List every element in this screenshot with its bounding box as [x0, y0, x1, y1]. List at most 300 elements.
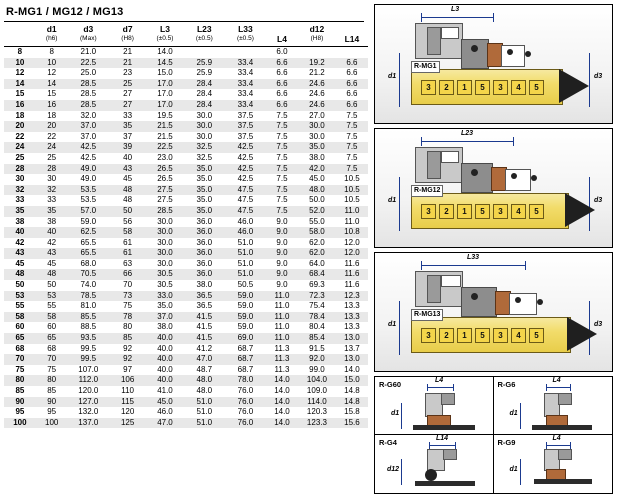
table-cell: 47.5	[237, 195, 254, 205]
housing-slot	[427, 275, 441, 303]
dim-label-d3: d3	[594, 73, 603, 80]
table-cell: 10	[47, 57, 57, 67]
table-cell: 7.5	[276, 184, 288, 194]
table-cell: 104.0	[306, 375, 327, 385]
table-cell: 78.0	[237, 375, 254, 385]
table-cell: 7.5	[276, 131, 288, 141]
table-col-d7	[109, 23, 146, 47]
dim-tick	[570, 384, 571, 391]
table-cell: 68.7	[237, 343, 254, 353]
dim-tick	[421, 137, 422, 146]
table-cell: 30.0	[196, 110, 213, 120]
table-cell-size: 50	[15, 280, 25, 290]
table-cell: 7.5	[276, 152, 288, 162]
table-cell: 25.0	[80, 68, 97, 78]
table-row	[4, 174, 368, 185]
table-cell	[225, 47, 266, 58]
table-cell: 30.0	[196, 121, 213, 131]
table-cell: 28	[47, 163, 57, 173]
table-cell: 59.0	[237, 301, 254, 311]
table-cell: 14.5	[157, 57, 173, 67]
dim-line-top	[546, 387, 570, 388]
dim-line-top	[421, 17, 493, 18]
table-cell-size: 58	[15, 311, 25, 321]
table-row	[4, 47, 368, 58]
col-head-main: L4	[277, 34, 287, 45]
col-head-sub: (h6)	[45, 35, 58, 43]
table-cell: 45	[47, 258, 57, 268]
table-cell: 32.5	[196, 142, 213, 152]
table-cell: 24.6	[309, 99, 325, 109]
table-cell: 11.0	[274, 290, 290, 300]
table-cell: 7.5	[276, 174, 288, 184]
table-cell-size: 75	[15, 364, 25, 374]
col-head-sub: (H8)	[310, 35, 324, 43]
table-cell: 36.0	[196, 227, 213, 237]
table-cell: 27	[123, 89, 133, 99]
dim-line-left	[520, 459, 521, 485]
dim-line-left	[401, 459, 402, 485]
table-cell: 33.4	[237, 78, 254, 88]
table-cell: 23	[123, 68, 133, 78]
table-row	[4, 333, 368, 344]
table-cell: 35.0	[196, 184, 213, 194]
table-cell: 91.5	[309, 343, 325, 353]
table-cell: 36.0	[196, 216, 213, 226]
dim-tick	[570, 442, 571, 449]
table-cell: 42.5	[237, 142, 254, 152]
table-cell: 36.0	[196, 237, 213, 247]
table-cell: 28.5	[80, 89, 97, 99]
table-cell: 48.0	[196, 375, 213, 385]
table-cell: 13.0	[344, 354, 360, 364]
table-cell: 63	[123, 258, 133, 268]
table-cell: 37.5	[237, 131, 254, 141]
table-cell: 9.0	[276, 258, 288, 268]
table-cell: 49.0	[80, 163, 97, 173]
table-cell: 120	[120, 407, 135, 417]
table-cell: 93.5	[80, 333, 97, 343]
dim-label-l3: L3	[451, 6, 460, 13]
table-cell: 43	[47, 248, 57, 258]
o-ring	[525, 51, 531, 57]
table-cell: 21	[123, 47, 133, 56]
table-cell: 137.0	[78, 417, 99, 427]
table-cell: 46.0	[237, 216, 254, 226]
table-cell-size: 25	[15, 152, 25, 162]
table-cell: 42	[47, 237, 57, 247]
seal-face	[501, 45, 525, 67]
table-col-l4	[266, 23, 298, 47]
dim-label-d3: d3	[594, 321, 603, 328]
table-cell: 41.5	[196, 322, 213, 332]
table-cell	[336, 47, 368, 58]
table-cell: 55.0	[309, 216, 325, 226]
table-cell: 26.5	[157, 174, 173, 184]
table-cell: 59.0	[237, 311, 254, 321]
table-cell: 36.0	[196, 248, 213, 258]
table-cell	[298, 47, 336, 58]
dim-tick	[429, 442, 430, 449]
col-head-main: d1	[46, 23, 57, 34]
housing-step	[558, 449, 572, 460]
table-cell: 36.0	[196, 258, 213, 268]
table-cell: 26.5	[157, 163, 173, 173]
table-cell: 14.0	[274, 396, 290, 406]
callout-number: 5	[529, 80, 544, 95]
table-cell: 48.7	[196, 364, 213, 374]
table-cell: 22.5	[157, 142, 173, 152]
table-col-d12	[298, 23, 336, 47]
table-cell-size: 53	[15, 290, 25, 300]
table-cell: 7.5	[276, 205, 288, 215]
table-row	[4, 344, 368, 355]
table-cell-size: 60	[15, 322, 25, 332]
table-cell: 61	[123, 237, 133, 247]
table-cell-size: 30	[15, 174, 25, 184]
small-diagrams-grid	[374, 376, 613, 494]
table-row	[4, 195, 368, 206]
dimension-table	[4, 23, 368, 428]
table-cell: 13.0	[344, 333, 360, 343]
shaft-line	[534, 479, 592, 484]
col-head-sub: (±0.5)	[156, 35, 174, 43]
table-cell: 9.0	[276, 280, 288, 290]
table-cell: 65.5	[80, 248, 97, 258]
table-cell: 7.5	[346, 163, 358, 173]
table-cell: 35.0	[309, 142, 325, 152]
table-cell: 59.0	[237, 290, 254, 300]
table-cell: 68.7	[237, 364, 254, 374]
table-cell: 30.0	[157, 237, 173, 247]
table-cell-size: 28	[15, 163, 25, 173]
table-cell-size: 45	[15, 258, 25, 268]
table-cell: 33.4	[237, 89, 254, 99]
table-cell: 6.6	[276, 78, 288, 88]
table-cell: 30.0	[309, 121, 325, 131]
table-row	[4, 142, 368, 153]
table-cell: 127.0	[78, 396, 99, 406]
table-cell: 14.0	[274, 375, 290, 385]
table-cell: 30.0	[196, 131, 213, 141]
o-ring	[507, 49, 513, 55]
table-cell: 24.6	[309, 89, 325, 99]
table-cell: 13.3	[344, 322, 360, 332]
table-row	[4, 153, 368, 164]
small-diagram-label: R-G4	[379, 438, 397, 447]
table-cell: 32	[47, 184, 57, 194]
table-cell: 11.0	[344, 205, 360, 215]
table-row	[4, 248, 368, 259]
table-cell: 51.0	[237, 258, 254, 268]
diagram-r-mg13	[374, 252, 613, 372]
table-cell-size: 55	[15, 301, 25, 311]
dim-line-left	[520, 403, 521, 429]
dim-label-d1: d1	[391, 410, 400, 417]
table-cell: 125	[120, 417, 135, 427]
dim-label-d1: d1	[388, 321, 397, 328]
table-row	[4, 375, 368, 386]
table-cell: 30.0	[157, 258, 173, 268]
table-cell: 50.0	[309, 195, 325, 205]
table-cell: 48.0	[309, 184, 325, 194]
table-cell: 27.5	[157, 195, 173, 205]
table-cell-size: 42	[15, 237, 25, 247]
table-row	[4, 111, 368, 122]
table-cell-size: 24	[15, 142, 25, 152]
table-row	[4, 407, 368, 418]
table-cell: 85	[47, 386, 57, 395]
table-col-d1	[36, 23, 68, 47]
table-cell: 115	[121, 396, 134, 406]
table-cell: 64.0	[309, 258, 325, 268]
shaft-line	[413, 425, 475, 430]
callout-number: 4	[511, 204, 526, 219]
table-cell: 70	[47, 354, 57, 364]
table-cell: 80.4	[309, 322, 325, 332]
table-cell: 35.0	[196, 174, 213, 184]
table-cell: 62.0	[309, 237, 325, 247]
table-cell: 56	[123, 216, 133, 226]
table-cell: 99.5	[80, 343, 97, 353]
dim-tick	[453, 384, 454, 391]
table-cell-size: 80	[15, 375, 25, 385]
table-cell	[184, 47, 225, 58]
table-cell: 76.0	[237, 386, 254, 395]
table-cell: 37.5	[237, 121, 254, 131]
table-cell: 53.5	[80, 195, 97, 205]
table-cell: 47.0	[196, 354, 213, 364]
table-cell: 22.5	[80, 57, 97, 67]
callout-number: 1	[457, 80, 472, 95]
o-ring	[515, 297, 521, 303]
o-ring	[471, 169, 478, 176]
table-cell-size: 15	[15, 89, 25, 99]
shaft-cone	[567, 317, 597, 351]
table-cell-size: 33	[15, 195, 25, 205]
dim-line-top	[421, 141, 513, 142]
table-cell: 11.0	[274, 333, 290, 343]
table-cell: 15.6	[344, 417, 360, 427]
col-head-main: d12	[309, 23, 325, 34]
table-cell: 32.0	[80, 110, 97, 120]
table-cell: 106	[120, 375, 135, 385]
table-cell: 11.0	[344, 216, 360, 226]
table-cell: 14.0	[157, 47, 173, 56]
table-cell: 17.0	[157, 78, 173, 88]
table-cell: 14.8	[344, 396, 360, 406]
table-cell: 37.0	[80, 131, 97, 141]
table-row	[4, 164, 368, 175]
table-cell-size: 22	[15, 131, 25, 141]
table-cell: 9.0	[276, 237, 288, 247]
table-cell: 19.5	[157, 110, 173, 120]
table-cell: 12	[47, 68, 57, 78]
dim-line-left	[399, 301, 400, 355]
table-cell: 41.2	[196, 343, 213, 353]
table-cell: 48	[47, 269, 57, 279]
table-cell: 7.5	[346, 131, 358, 141]
table-cell: 10.5	[344, 184, 360, 194]
table-cell: 72.3	[309, 290, 325, 300]
small-diagram-r-g6	[494, 377, 613, 435]
table-cell: 68.0	[80, 258, 97, 268]
small-diagram-r-g60	[375, 377, 494, 435]
housing-step	[558, 393, 572, 405]
table-cell: 28.4	[196, 89, 213, 99]
table-row	[4, 79, 368, 90]
table-cell-size: 90	[15, 396, 25, 406]
housing-step	[441, 27, 459, 39]
table-cell: 27.5	[157, 184, 173, 194]
table-cell: 99.0	[309, 364, 325, 374]
table-cell: 76.0	[237, 396, 254, 406]
table-cell: 25.9	[196, 57, 213, 67]
dim-line-top	[421, 265, 525, 266]
table-cell: 21.2	[309, 68, 325, 78]
table-cell-size: 32	[15, 184, 25, 194]
table-cell: 132.0	[78, 407, 99, 417]
table-cell: 41.0	[157, 386, 173, 395]
table-row	[4, 185, 368, 196]
callout-number: 3	[421, 204, 436, 219]
diagram-tag: R-MG1	[411, 61, 440, 73]
col-head-sub: (H8)	[121, 35, 134, 43]
shaft-line	[415, 481, 475, 486]
table-cell-size: 18	[15, 110, 25, 120]
table-cell: 21.5	[157, 131, 173, 141]
dim-label-l4: L4	[552, 435, 561, 442]
callout-number: 3	[493, 204, 508, 219]
table-cell: 80	[47, 375, 57, 385]
table-cell: 17.0	[157, 89, 173, 99]
seal-face	[509, 293, 537, 315]
table-cell: 50.5	[237, 280, 254, 290]
table-cell: 41.5	[196, 333, 213, 343]
table-cell: 36.0	[196, 269, 213, 279]
table-cell: 6.0	[276, 47, 288, 56]
small-diagram-label: R-G6	[497, 380, 516, 389]
table-cell: 75	[123, 301, 133, 311]
table-cell: 9.0	[276, 227, 288, 237]
table-row	[4, 89, 368, 100]
table-cell: 30.5	[157, 280, 173, 290]
table-cell: 85.5	[80, 311, 97, 321]
table-cell: 78.5	[80, 290, 97, 300]
table-cell-size: 43	[15, 248, 25, 258]
dim-line-top	[546, 445, 570, 446]
table-cell: 74.0	[80, 280, 97, 290]
table-cell: 28.5	[80, 78, 97, 88]
title-divider	[4, 21, 364, 22]
table-cell-size: 10	[15, 57, 25, 67]
callout-number: 5	[475, 328, 490, 343]
col-head-sub: (Max)	[80, 35, 97, 43]
table-cell: 14.0	[274, 417, 290, 427]
shaft-cone	[565, 193, 595, 227]
table-cell: 42.5	[237, 163, 254, 173]
table-cell: 46.0	[157, 407, 173, 417]
callout-number: 5	[529, 204, 544, 219]
table-body	[4, 47, 368, 429]
table-cell: 76.0	[237, 417, 254, 427]
table-cell: 37	[123, 131, 133, 141]
table-cell: 46.0	[237, 227, 254, 237]
table-row	[4, 238, 368, 249]
table-cell: 14.8	[344, 386, 360, 395]
dim-tick	[421, 13, 422, 22]
table-cell: 65.5	[80, 237, 97, 247]
table-cell: 28.5	[157, 205, 173, 215]
seal-ring	[461, 287, 497, 317]
table-cell: 35.0	[196, 195, 213, 205]
dim-label-d3: d3	[594, 197, 603, 204]
table-cell: 25.9	[196, 68, 213, 78]
col-head-main: L23	[196, 23, 212, 34]
seal-ring	[461, 163, 493, 193]
table-cell: 85.4	[309, 333, 325, 343]
table-cell: 47.0	[157, 417, 173, 427]
table-cell: 30.0	[157, 227, 173, 237]
housing-slot	[427, 151, 441, 179]
table-cell: 15.8	[344, 407, 360, 417]
table-cell-size: 85	[15, 386, 25, 395]
dim-line-left	[399, 177, 400, 231]
table-col-l33	[225, 23, 266, 47]
dim-line-top	[429, 445, 455, 446]
table-cell: 6.6	[346, 78, 358, 88]
diagram-tag: R-MG12	[411, 185, 443, 197]
table-cell: 7.5	[346, 121, 358, 131]
table-row	[4, 322, 368, 333]
table-cell: 11.6	[344, 269, 360, 279]
table-cell: 47.5	[237, 205, 254, 215]
table-cell: 12.0	[344, 248, 360, 258]
table-cell: 13.3	[344, 301, 360, 311]
table-cell-size: 70	[15, 354, 25, 364]
table-cell: 30.0	[157, 216, 173, 226]
table-cell: 65	[47, 333, 57, 343]
table-cell: 62.0	[309, 248, 325, 258]
table-cell: 21.5	[157, 121, 173, 131]
table-cell: 42.5	[237, 152, 254, 162]
table-row	[4, 312, 368, 323]
table-col-l23	[184, 23, 225, 47]
table-row	[4, 280, 368, 291]
table-cell: 25	[47, 152, 57, 162]
dim-label-d1: d1	[388, 73, 397, 80]
table-cell: 24	[47, 142, 57, 152]
o-ring	[537, 299, 543, 305]
table-col-blank	[4, 23, 36, 47]
table-cell: 47.5	[237, 184, 254, 194]
table-cell: 20	[47, 121, 57, 131]
table-cell: 66	[123, 269, 133, 279]
table-cell: 42.5	[80, 152, 97, 162]
table-cell: 18	[47, 110, 57, 120]
page-title: R-MG1 / MG12 / MG13	[6, 6, 124, 18]
table-cell: 48.0	[196, 386, 213, 395]
table-cell: 27.0	[309, 110, 325, 120]
table-row	[4, 259, 368, 270]
table-cell: 51.0	[237, 248, 254, 258]
table-cell: 13.7	[344, 343, 360, 353]
table-cell: 7.5	[346, 152, 358, 162]
table-cell: 62.5	[80, 227, 97, 237]
table-cell: 50	[123, 205, 133, 215]
table-cell: 49.0	[80, 174, 97, 184]
table-cell: 40.0	[157, 343, 173, 353]
